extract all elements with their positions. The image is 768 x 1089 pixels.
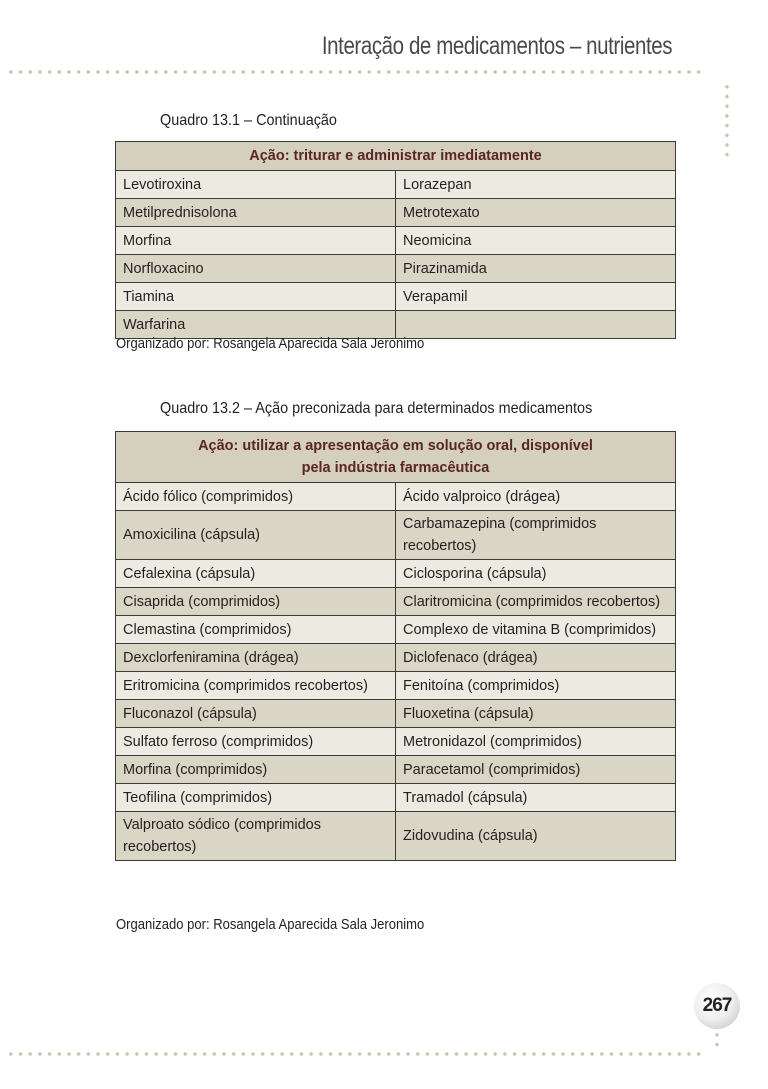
- table-row: [116, 199, 676, 227]
- table-cell: Fluoxetina (cápsula): [396, 700, 676, 728]
- table-cell: Verapamil: [396, 283, 676, 311]
- table-cell: Sulfato ferroso (comprimidos): [116, 728, 396, 756]
- running-title: Interação de medicamentos – nutrientes: [321, 32, 672, 60]
- table-cell: Morfina: [116, 227, 396, 255]
- table-cell: Fluconazol (cápsula): [116, 700, 396, 728]
- table-cell: Diclofenaco (drágea): [396, 644, 676, 672]
- right-dotted-divider: [725, 82, 729, 162]
- table-row: [116, 672, 676, 700]
- table-cell: Zidovudina (cápsula): [396, 812, 676, 861]
- table-row: [116, 483, 676, 511]
- table-cell: Amoxicilina (cápsula): [116, 511, 396, 560]
- bottom-dotted-divider: [6, 1052, 706, 1056]
- table-cell: Paracetamol (comprimidos): [396, 756, 676, 784]
- table-cell: Ácido valproico (drágea): [396, 483, 676, 511]
- table-cell: Warfarina: [116, 311, 396, 339]
- table-row: [116, 511, 676, 560]
- table-cell: Valproato sódico (comprimidos recobertos): [116, 812, 396, 861]
- table-cell: Complexo de vitamina B (comprimidos): [396, 616, 676, 644]
- table-cell: Norfloxacino: [116, 255, 396, 283]
- table-cell: Morfina (comprimidos): [116, 756, 396, 784]
- table-row: [116, 588, 676, 616]
- table-row: [116, 171, 676, 199]
- table-cell: Tramadol (cápsula): [396, 784, 676, 812]
- table-cell: Metrotexato: [396, 199, 676, 227]
- table-cell: Levotiroxina: [116, 171, 396, 199]
- top-dotted-divider: [6, 70, 706, 74]
- table-cell: Tiamina: [116, 283, 396, 311]
- quadro2-table: [115, 431, 676, 861]
- table-cell: [396, 311, 676, 339]
- table-row: [116, 812, 676, 861]
- table-row: [116, 311, 676, 339]
- table-cell: Metronidazol (comprimidos): [396, 728, 676, 756]
- quadro1-caption: Quadro 13.1 – Continuação: [160, 112, 337, 129]
- heading-line: pela indústria farmacêutica: [301, 460, 490, 476]
- bottom-dotted-curve: [715, 1030, 719, 1050]
- quadro2-heading: [116, 432, 676, 483]
- quadro2-caption: Quadro 13.2 – Ação preconizada para determinados medicamentos: [160, 400, 593, 417]
- quadro2-source: Organizado por: Rosangela Aparecida Sala Jeronimo: [116, 917, 425, 933]
- heading-line: Ação: utilizar a apresentação em solução oral, disponível: [198, 438, 593, 454]
- table-cell: Ácido fólico (comprimidos): [116, 483, 396, 511]
- table-row: [116, 283, 676, 311]
- quadro1-source: Organizado por: Rosangela Aparecida Sala Jeronimo: [116, 336, 425, 352]
- table-cell: Clemastina (comprimidos): [116, 616, 396, 644]
- table-row: [116, 784, 676, 812]
- table-row: [116, 644, 676, 672]
- table-cell: Cisaprida (comprimidos): [116, 588, 396, 616]
- quadro1-heading: Ação: triturar e administrar imediatamente: [116, 142, 676, 171]
- table-row: [116, 756, 676, 784]
- table-cell: Ciclosporina (cápsula): [396, 560, 676, 588]
- quadro1-table: [115, 141, 676, 339]
- table-cell: Eritromicina (comprimidos recobertos): [116, 672, 396, 700]
- table-row: [116, 227, 676, 255]
- table-row: [116, 700, 676, 728]
- table-cell: Fenitoína (comprimidos): [396, 672, 676, 700]
- table-cell: Metilprednisolona: [116, 199, 396, 227]
- table-cell: Lorazepan: [396, 171, 676, 199]
- page-number: 267: [694, 983, 740, 1029]
- table-cell: Claritromicina (comprimidos recobertos): [396, 588, 676, 616]
- table-cell: Dexclorfeniramina (drágea): [116, 644, 396, 672]
- table-cell: Carbamazepina (comprimidos recobertos): [396, 511, 676, 560]
- table-cell: Neomicina: [396, 227, 676, 255]
- table-cell: Cefalexina (cápsula): [116, 560, 396, 588]
- table-cell: Teofilina (comprimidos): [116, 784, 396, 812]
- table-row: [116, 560, 676, 588]
- table-row: [116, 255, 676, 283]
- table-row: [116, 728, 676, 756]
- table-row: [116, 616, 676, 644]
- table-cell: Pirazinamida: [396, 255, 676, 283]
